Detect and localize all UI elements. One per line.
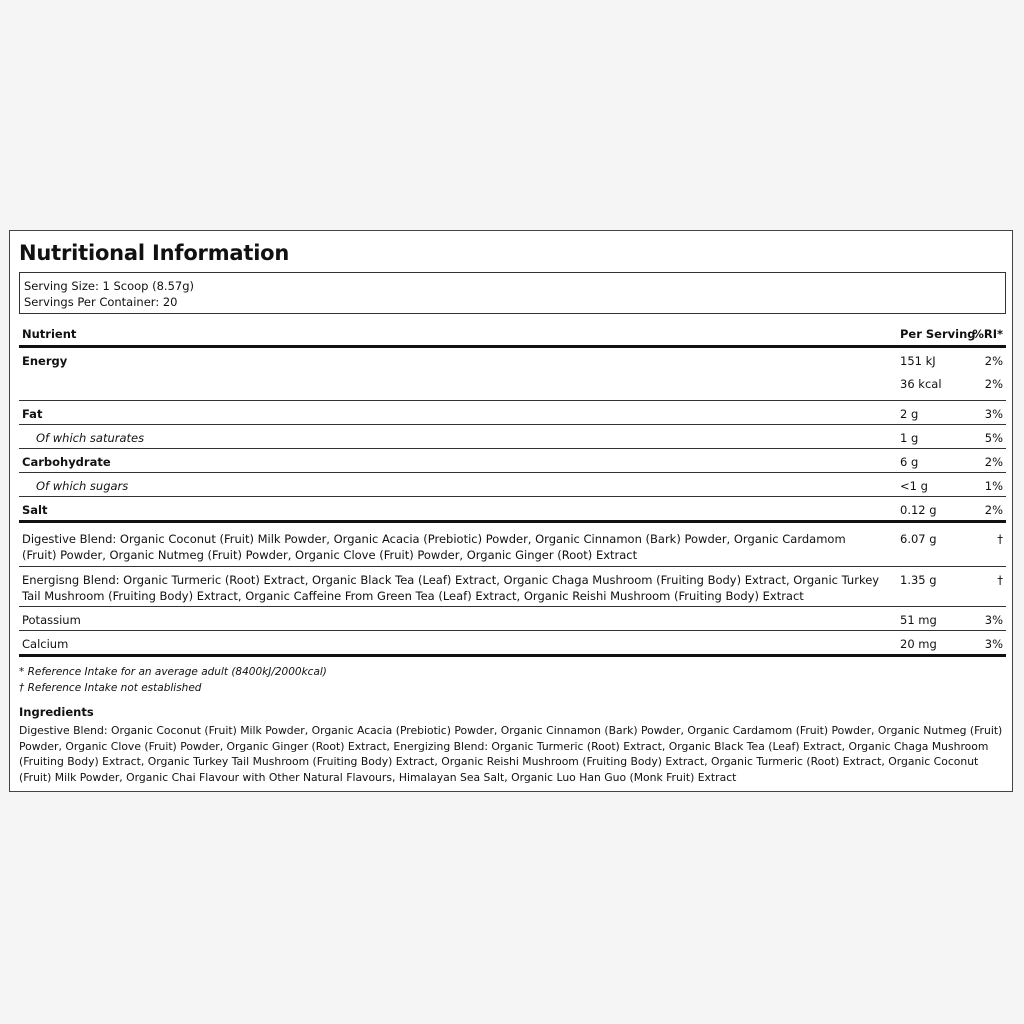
footnotes <box>19 664 327 696</box>
ingredients-text: Digestive Blend: Organic Coconut (Fruit) Milk Powder, Organic Acacia (Prebiotic) Powder, Organic Cinnamon (Bark) Powder, Organic Cardamom (Fruit) Powder, Organic Nutmeg (Fruit) Powder, Organic Clove (Fruit) Powder, Organic Ginger (Root) Extract, Energizing Blend: Organic Turmeric (Root) Extract, Organic Black Tea (Leaf) Extract, Organic Chaga Mushroom (Fruiting Body) Extract, Organic Turkey Tail Mushroom (Fruiting Body) Extract, Organic Reishi Mushroom (Fruiting Body) Extract, Organic Turmeric (Root) Extract, Organic Coconut (Fruit) Milk Powder, Organic Chai Flavour with Other Natural Flavours, Himalayan Sea Salt, Organic Luo Han Guo (Monk Fruit) Extract <box>19 724 1003 784</box>
footnote-not-established: † Reference Intake not established <box>19 682 202 694</box>
table-row-energising-blend <box>19 567 1006 607</box>
table-header-row <box>19 324 1006 348</box>
ingredients-heading: Ingredients <box>19 705 94 719</box>
serving-size: Serving Size: 1 Scoop (8.57g) <box>24 279 194 293</box>
per-serving-value: <1 g <box>900 479 928 493</box>
footnote-reference-intake: * Reference Intake for an average adult (8400kJ/2000kcal) <box>19 666 327 678</box>
per-serving-value: 151 kJ <box>900 354 936 368</box>
ri-value: 1% <box>984 479 1003 493</box>
per-serving-value: 1.35 g <box>900 573 937 587</box>
ri-value: 2% <box>984 503 1003 517</box>
ri-value: † <box>997 532 1003 546</box>
per-serving-value: 6.07 g <box>900 532 937 546</box>
ri-value: † <box>997 573 1003 587</box>
table-row-potassium <box>19 607 1006 631</box>
nutrient-name: Of which sugars <box>36 479 129 493</box>
per-serving-value: 2 g <box>900 407 919 421</box>
serving-info-box <box>19 272 1006 314</box>
nutrient-name: Calcium <box>22 637 69 651</box>
nutrient-name: Energy <box>22 354 68 368</box>
table-row-salt <box>19 497 1006 523</box>
per-serving-value: 0.12 g <box>900 503 937 517</box>
ri-value: 2% <box>984 377 1003 391</box>
table-row-sugars <box>19 473 1006 497</box>
nutrient-name: Potassium <box>22 613 81 627</box>
ri-value: 3% <box>984 407 1003 421</box>
table-row-saturates <box>19 425 1006 449</box>
nutrient-name: Digestive Blend: Organic Coconut (Fruit) Milk Powder, Organic Acacia (Prebiotic) Powder, Organic Cinnamon (Bark) Powder, Organic Cardamom (Fruit) Powder, Organic Nutmeg (Fruit) Powder, Organic Clove (Fruit) Powder, Organic Ginger (Root) Extract <box>22 532 846 562</box>
nutrient-name: Salt <box>22 503 48 517</box>
per-serving-value: 1 g <box>900 431 919 445</box>
ri-value: 3% <box>984 613 1003 627</box>
nutrient-name: Of which saturates <box>36 431 145 445</box>
nutrient-name: Fat <box>22 407 43 421</box>
table-row-digestive-blend <box>19 523 1006 567</box>
nutrition-table <box>19 324 1006 657</box>
header-nutrient: Nutrient <box>22 327 77 341</box>
table-row-calcium <box>19 631 1006 657</box>
nutrient-name: Carbohydrate <box>22 455 111 469</box>
nutrient-name: Energisng Blend: Organic Turmeric (Root) Extract, Organic Black Tea (Leaf) Extract, Organic Chaga Mushroom (Fruiting Body) Extract, Organic Turkey Tail Mushroom (Fruiting Body) Extract, Organic Caffeine From Green Tea (Leaf) Extract, Organic Reishi Mushroom (Fruiting Body) Extract <box>22 573 880 603</box>
header-per-serving: Per Serving <box>900 327 976 341</box>
per-serving-value: 51 mg <box>900 613 937 627</box>
servings-per-container: Servings Per Container: 20 <box>24 295 178 309</box>
table-row-carbohydrate <box>19 449 1006 473</box>
ri-value: 2% <box>984 354 1003 368</box>
per-serving-value: 6 g <box>900 455 919 469</box>
ri-value: 2% <box>984 455 1003 469</box>
nutrition-panel <box>9 230 1013 792</box>
ri-value: 5% <box>984 431 1003 445</box>
header-ri: %RI* <box>972 327 1003 341</box>
per-serving-value: 20 mg <box>900 637 937 651</box>
panel-title: Nutritional Information <box>19 241 290 265</box>
ri-value: 3% <box>984 637 1003 651</box>
per-serving-value: 36 kcal <box>900 377 942 391</box>
table-row-fat <box>19 401 1006 425</box>
table-row-energy <box>19 348 1006 401</box>
